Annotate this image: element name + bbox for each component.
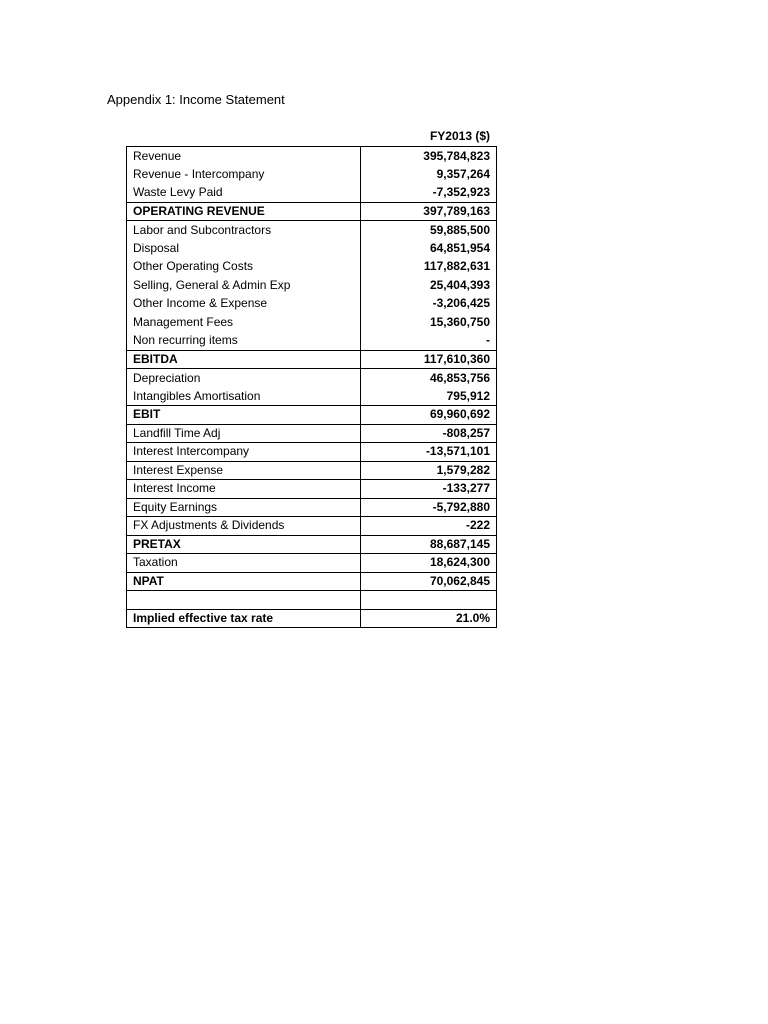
table-row [127, 313, 497, 332]
table-row [127, 387, 497, 406]
table-row [127, 535, 497, 554]
line-item-value: 69,960,692 [361, 406, 497, 425]
line-item-label: Revenue [127, 147, 361, 166]
table-row [127, 498, 497, 517]
line-item-value: 21.0% [361, 609, 497, 628]
table-row [127, 443, 497, 462]
table-row [127, 276, 497, 295]
table-row [127, 202, 497, 221]
line-item-value: 117,610,360 [361, 350, 497, 369]
table-row [127, 572, 497, 591]
table-row [127, 517, 497, 536]
table-row [127, 554, 497, 573]
line-item-label: Taxation [127, 554, 361, 573]
line-item-label: Implied effective tax rate [127, 609, 361, 628]
line-item-value: 795,912 [361, 387, 497, 406]
income-statement-body [127, 147, 497, 628]
line-item-value: 59,885,500 [361, 221, 497, 240]
line-item-label: Non recurring items [127, 332, 361, 351]
line-item-label: Interest Expense [127, 461, 361, 480]
line-item-label: Labor and Subcontractors [127, 221, 361, 240]
line-item-label: Interest Intercompany [127, 443, 361, 462]
line-item-label: OPERATING REVENUE [127, 202, 361, 221]
table-row [127, 147, 497, 166]
column-header-fy2013: FY2013 ($) [429, 129, 490, 143]
table-row [127, 350, 497, 369]
table-row [127, 239, 497, 258]
line-item-value: 88,687,145 [361, 535, 497, 554]
line-item-value: 117,882,631 [361, 258, 497, 277]
line-item-value: - [361, 332, 497, 351]
line-item-value: 64,851,954 [361, 239, 497, 258]
table-row [127, 424, 497, 443]
line-item-label: Disposal [127, 239, 361, 258]
line-item-value [361, 591, 497, 610]
line-item-value: 15,360,750 [361, 313, 497, 332]
table-row [127, 184, 497, 203]
line-item-label: Intangibles Amortisation [127, 387, 361, 406]
line-item-label: Depreciation [127, 369, 361, 388]
line-item-value: 395,784,823 [361, 147, 497, 166]
line-item-value: 397,789,163 [361, 202, 497, 221]
page-title: Appendix 1: Income Statement [107, 92, 285, 107]
line-item-label: Equity Earnings [127, 498, 361, 517]
line-item-value: 18,624,300 [361, 554, 497, 573]
line-item-label: Revenue - Intercompany [127, 165, 361, 184]
income-statement-table [126, 146, 497, 628]
table-row [127, 406, 497, 425]
line-item-label: Interest Income [127, 480, 361, 499]
line-item-value: 46,853,756 [361, 369, 497, 388]
table-row [127, 369, 497, 388]
line-item-label: FX Adjustments & Dividends [127, 517, 361, 536]
line-item-value: -13,571,101 [361, 443, 497, 462]
line-item-value: -222 [361, 517, 497, 536]
table-row [127, 221, 497, 240]
table-row [127, 609, 497, 628]
line-item-value: 25,404,393 [361, 276, 497, 295]
line-item-label [127, 591, 361, 610]
line-item-value: -3,206,425 [361, 295, 497, 314]
line-item-label: Other Operating Costs [127, 258, 361, 277]
table-row [127, 295, 497, 314]
line-item-label: Other Income & Expense [127, 295, 361, 314]
line-item-label: NPAT [127, 572, 361, 591]
line-item-label: EBITDA [127, 350, 361, 369]
line-item-label: Selling, General & Admin Exp [127, 276, 361, 295]
line-item-value: -133,277 [361, 480, 497, 499]
line-item-value: 1,579,282 [361, 461, 497, 480]
table-row [127, 461, 497, 480]
line-item-label: EBIT [127, 406, 361, 425]
line-item-value: 9,357,264 [361, 165, 497, 184]
line-item-value: -5,792,880 [361, 498, 497, 517]
line-item-label: Landfill Time Adj [127, 424, 361, 443]
line-item-label: Waste Levy Paid [127, 184, 361, 203]
line-item-label: Management Fees [127, 313, 361, 332]
table-row [127, 480, 497, 499]
table-row [127, 591, 497, 610]
line-item-value: -7,352,923 [361, 184, 497, 203]
table-row [127, 165, 497, 184]
line-item-value: -808,257 [361, 424, 497, 443]
line-item-label: PRETAX [127, 535, 361, 554]
table-row [127, 332, 497, 351]
table-row [127, 258, 497, 277]
line-item-value: 70,062,845 [361, 572, 497, 591]
